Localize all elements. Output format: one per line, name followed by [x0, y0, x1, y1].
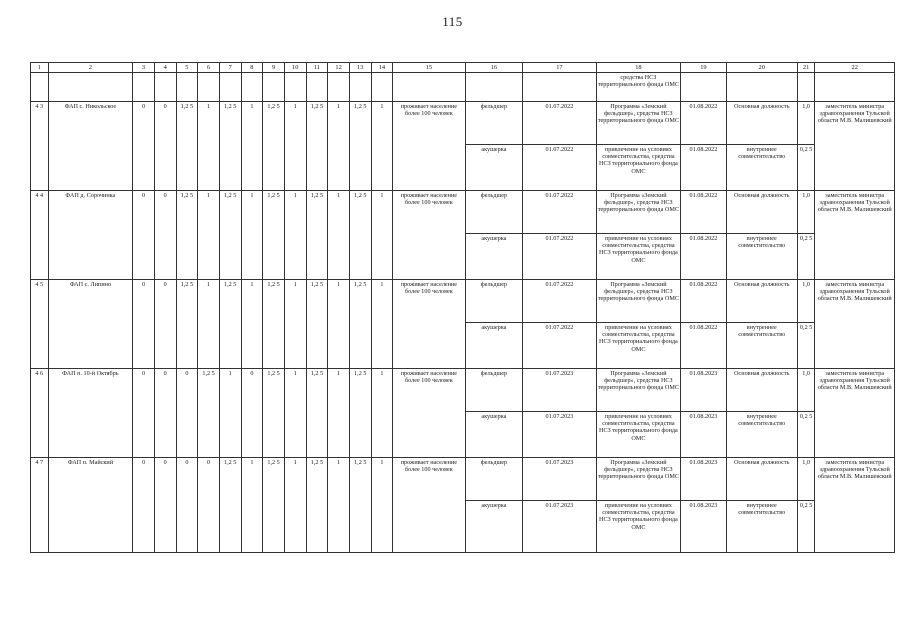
column-number-19: 19	[681, 63, 726, 73]
col-4-value: 0	[154, 102, 176, 191]
column-number-6: 6	[198, 63, 220, 73]
population-criterion: проживает население более 100 человек	[393, 458, 465, 553]
start-date: 01.07.2022	[523, 234, 596, 280]
column-number-7: 7	[219, 63, 241, 73]
rate: 1,0	[797, 280, 815, 323]
column-number-12: 12	[328, 63, 350, 73]
col-8-value: 1	[241, 191, 263, 280]
employment-type: внутреннее совместительство	[726, 501, 797, 553]
col-13-value: 1,2 5	[349, 102, 371, 191]
column-number-8: 8	[241, 63, 263, 73]
employment-type: Основная должность	[726, 280, 797, 323]
column-number-15: 15	[393, 63, 465, 73]
col-9-value: 1,2 5	[263, 369, 285, 458]
funding-source: Программа «Земский фельдшер», средства НСЗ территориального фонда ОМС	[596, 102, 681, 145]
col-10-value: 1	[284, 458, 306, 553]
column-number-22: 22	[815, 63, 895, 73]
col-5-value: 0	[176, 458, 198, 553]
col-3-value: 0	[133, 191, 155, 280]
col-9-value: 1,2 5	[263, 102, 285, 191]
population-criterion: проживает население более 100 человек	[393, 191, 465, 280]
col-4-value: 0	[154, 458, 176, 553]
start-date: 01.07.2022	[523, 280, 596, 323]
rate: 0,2 5	[797, 412, 815, 458]
funding-source: Программа «Земский фельдшер», средства НСЗ территориального фонда ОМС	[596, 369, 681, 412]
rate: 0,2 5	[797, 323, 815, 369]
col-3-value: 0	[133, 369, 155, 458]
position: акушерка	[465, 501, 523, 553]
start-date: 01.07.2022	[523, 145, 596, 191]
col-7-value: 1,2 5	[219, 280, 241, 369]
position: фельдшер	[465, 280, 523, 323]
col-9-value: 1,2 5	[263, 280, 285, 369]
col-14-value: 1	[371, 369, 393, 458]
row-number: 4 3	[31, 102, 49, 191]
table-row	[31, 458, 895, 501]
rate: 0,2 5	[797, 145, 815, 191]
start-date: 01.07.2022	[523, 102, 596, 145]
col-3-value: 0	[133, 458, 155, 553]
column-number-9: 9	[263, 63, 285, 73]
continuation-row	[31, 73, 895, 102]
hire-date: 01.08.2022	[681, 191, 726, 234]
table-row	[31, 280, 895, 323]
col-14-value: 1	[371, 280, 393, 369]
column-number-5: 5	[176, 63, 198, 73]
rate: 0,2 5	[797, 501, 815, 553]
column-number-3: 3	[133, 63, 155, 73]
col-8-value: 0	[241, 369, 263, 458]
responsible-official: заместитель министра здравоохранения Тульской области М.В. Малишевский	[815, 280, 895, 369]
rate: 0,2 5	[797, 234, 815, 280]
employment-type: Основная должность	[726, 102, 797, 145]
column-number-1: 1	[31, 63, 49, 73]
funding-source: привлечение на условиях совместительства, средства НСЗ территориального фонда ОМС	[596, 501, 681, 553]
col-5-value: 0	[176, 369, 198, 458]
col-5-value: 1,2 5	[176, 280, 198, 369]
funding-source: привлечение на условиях совместительства, средства НСЗ территориального фонда ОМС	[596, 145, 681, 191]
column-number-21: 21	[797, 63, 815, 73]
hire-date: 01.08.2023	[681, 412, 726, 458]
col-12-value: 1	[328, 458, 350, 553]
row-number: 4 5	[31, 280, 49, 369]
col-6-value: 1	[198, 280, 220, 369]
facility-name: ФАП с. Никольское	[48, 102, 133, 191]
position: фельдшер	[465, 369, 523, 412]
column-number-10: 10	[284, 63, 306, 73]
col-12-value: 1	[328, 191, 350, 280]
col-14-value: 1	[371, 458, 393, 553]
facility-name: ФАП д. Сорочинка	[48, 191, 133, 280]
position: фельдшер	[465, 102, 523, 145]
col-9-value: 1,2 5	[263, 191, 285, 280]
position: фельдшер	[465, 458, 523, 501]
start-date: 01.07.2023	[523, 501, 596, 553]
col-7-value: 1,2 5	[219, 102, 241, 191]
col-12-value: 1	[328, 102, 350, 191]
start-date: 01.07.2023	[523, 412, 596, 458]
row-number: 4 7	[31, 458, 49, 553]
funding-source: Программа «Земский фельдшер», средства НСЗ территориального фонда ОМС	[596, 458, 681, 501]
staffing-table	[30, 62, 895, 553]
funding-source: привлечение на условиях совместительства, средства НСЗ территориального фонда ОМС	[596, 412, 681, 458]
funding-source: Программа «Земский фельдшер», средства НСЗ территориального фонда ОМС	[596, 280, 681, 323]
rate: 1,0	[797, 191, 815, 234]
responsible-official: заместитель министра здравоохранения Тульской области М.В. Малишевский	[815, 369, 895, 458]
col-4-value: 0	[154, 191, 176, 280]
col-6-value: 1	[198, 102, 220, 191]
funding-source: привлечение на условиях совместительства, средства НСЗ территориального фонда ОМС	[596, 234, 681, 280]
continuation-funding-source: средства НСЗ территориального фонда ОМС	[596, 73, 681, 102]
col-10-value: 1	[284, 191, 306, 280]
table-row	[31, 191, 895, 234]
funding-source: Программа «Земский фельдшер», средства НСЗ территориального фонда ОМС	[596, 191, 681, 234]
column-number-20: 20	[726, 63, 797, 73]
facility-name: ФАП п. Майский	[48, 458, 133, 553]
col-11-value: 1,2 5	[306, 369, 328, 458]
col-7-value: 1,2 5	[219, 191, 241, 280]
column-number-16: 16	[465, 63, 523, 73]
position: акушерка	[465, 234, 523, 280]
hire-date: 01.08.2022	[681, 234, 726, 280]
col-13-value: 1,2 5	[349, 458, 371, 553]
col-14-value: 1	[371, 191, 393, 280]
responsible-official: заместитель министра здравоохранения Тульской области М.В. Малишевский	[815, 191, 895, 280]
col-10-value: 1	[284, 369, 306, 458]
position: акушерка	[465, 323, 523, 369]
facility-name: ФАП с. Липино	[48, 280, 133, 369]
position: акушерка	[465, 412, 523, 458]
row-number: 4 4	[31, 191, 49, 280]
start-date: 01.07.2022	[523, 323, 596, 369]
col-9-value: 1,2 5	[263, 458, 285, 553]
employment-type: внутреннее совместительство	[726, 145, 797, 191]
hire-date: 01.08.2022	[681, 145, 726, 191]
rate: 1,0	[797, 458, 815, 501]
start-date: 01.07.2023	[523, 369, 596, 412]
employment-type: Основная должность	[726, 191, 797, 234]
employment-type: Основная должность	[726, 369, 797, 412]
population-criterion: проживает население более 100 человек	[393, 102, 465, 191]
position: фельдшер	[465, 191, 523, 234]
hire-date: 01.08.2023	[681, 501, 726, 553]
population-criterion: проживает население более 100 человек	[393, 280, 465, 369]
rate: 1,0	[797, 369, 815, 412]
start-date: 01.07.2022	[523, 191, 596, 234]
col-5-value: 1,2 5	[176, 102, 198, 191]
col-7-value: 1	[219, 369, 241, 458]
col-4-value: 0	[154, 280, 176, 369]
col-8-value: 1	[241, 458, 263, 553]
col-6-value: 1	[198, 191, 220, 280]
col-6-value: 0	[198, 458, 220, 553]
col-11-value: 1,2 5	[306, 102, 328, 191]
column-number-row	[31, 63, 895, 73]
employment-type: внутреннее совместительство	[726, 323, 797, 369]
col-12-value: 1	[328, 280, 350, 369]
start-date: 01.07.2023	[523, 458, 596, 501]
column-number-4: 4	[154, 63, 176, 73]
row-number: 4 6	[31, 369, 49, 458]
page-number: 115	[442, 14, 463, 29]
rate: 1,0	[797, 102, 815, 145]
col-7-value: 1,2 5	[219, 458, 241, 553]
col-13-value: 1,2 5	[349, 369, 371, 458]
column-number-13: 13	[349, 63, 371, 73]
column-number-18: 18	[596, 63, 681, 73]
hire-date: 01.08.2023	[681, 458, 726, 501]
funding-source: привлечение на условиях совместительства, средства НСЗ территориального фонда ОМС	[596, 323, 681, 369]
employment-type: внутреннее совместительство	[726, 412, 797, 458]
responsible-official: заместитель министра здравоохранения Тульской области М.В. Малишевский	[815, 102, 895, 191]
col-11-value: 1,2 5	[306, 191, 328, 280]
col-11-value: 1,2 5	[306, 280, 328, 369]
col-10-value: 1	[284, 102, 306, 191]
column-number-14: 14	[371, 63, 393, 73]
col-13-value: 1,2 5	[349, 191, 371, 280]
col-3-value: 0	[133, 102, 155, 191]
col-12-value: 1	[328, 369, 350, 458]
responsible-official: заместитель министра здравоохранения Тульской области М.В. Малишевский	[815, 458, 895, 553]
position: акушерка	[465, 145, 523, 191]
employment-type: внутреннее совместительство	[726, 234, 797, 280]
hire-date: 01.08.2022	[681, 280, 726, 323]
column-number-17: 17	[523, 63, 596, 73]
population-criterion: проживает население более 100 человек	[393, 369, 465, 458]
hire-date: 01.08.2023	[681, 369, 726, 412]
col-13-value: 1,2 5	[349, 280, 371, 369]
column-number-11: 11	[306, 63, 328, 73]
col-10-value: 1	[284, 280, 306, 369]
table-row	[31, 102, 895, 145]
hire-date: 01.08.2022	[681, 323, 726, 369]
col-4-value: 0	[154, 369, 176, 458]
col-5-value: 1,2 5	[176, 191, 198, 280]
hire-date: 01.08.2022	[681, 102, 726, 145]
col-14-value: 1	[371, 102, 393, 191]
col-6-value: 1,2 5	[198, 369, 220, 458]
employment-type: Основная должность	[726, 458, 797, 501]
column-number-2: 2	[48, 63, 133, 73]
col-3-value: 0	[133, 280, 155, 369]
facility-name: ФАП п. 10-й Октябрь	[48, 369, 133, 458]
col-8-value: 1	[241, 102, 263, 191]
col-11-value: 1,2 5	[306, 458, 328, 553]
col-8-value: 1	[241, 280, 263, 369]
table-row	[31, 369, 895, 412]
